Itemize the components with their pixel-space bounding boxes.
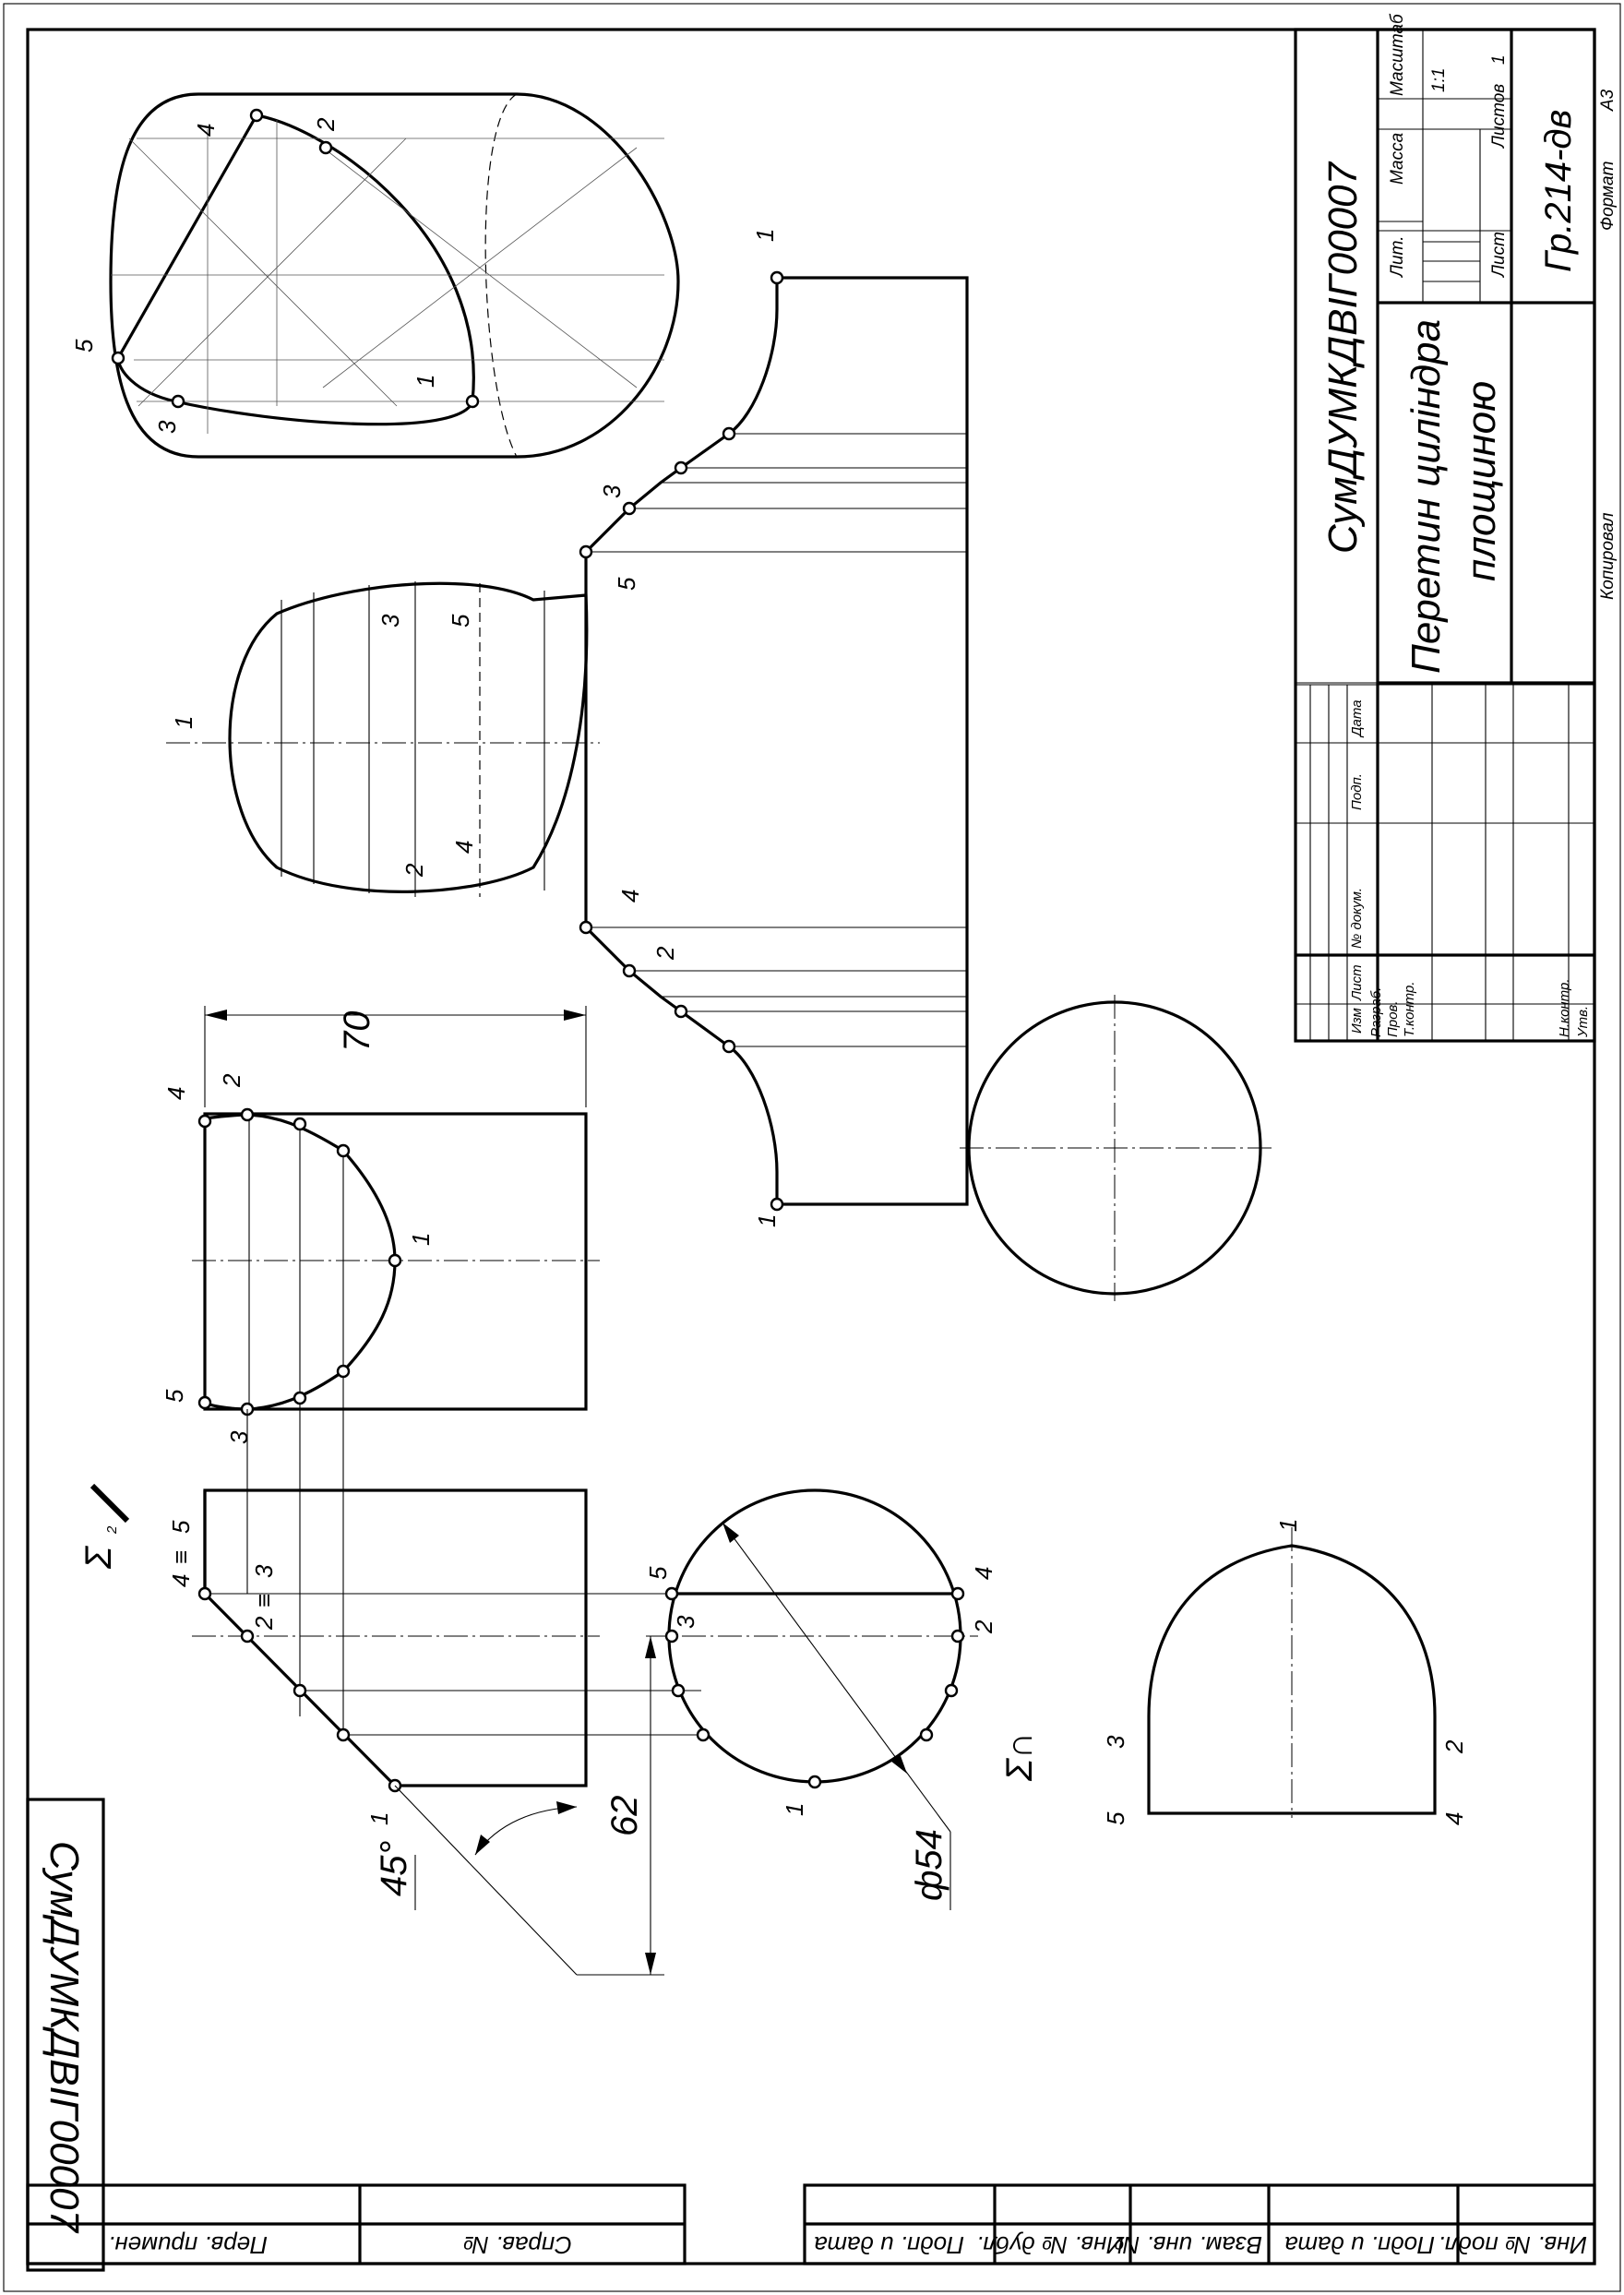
stamp-row-utv: Утв. xyxy=(1575,1005,1591,1037)
lists-header: Листов xyxy=(1489,83,1509,148)
top-label-3: 3 xyxy=(672,1615,699,1629)
front-point-45 xyxy=(199,1588,210,1599)
profile-view xyxy=(161,1006,600,1735)
profile-point-d xyxy=(294,1393,305,1404)
sigma-plane-label: Σ xyxy=(78,1547,119,1569)
cutting-plane-trace xyxy=(92,1486,127,1521)
iso-label-3: 3 xyxy=(153,420,181,434)
outline-label-4: 4 xyxy=(450,840,478,854)
shape-label-3: 3 xyxy=(1102,1735,1129,1749)
bottom-cell-perv: Перв. примен. xyxy=(108,2231,268,2259)
front-point-a xyxy=(294,1685,305,1696)
front-label-eq45: ≡ xyxy=(167,1549,195,1564)
front-label-eq23: ≡ xyxy=(250,1593,278,1608)
stamp-col-sign: Подп. xyxy=(1349,773,1365,810)
dev-point-1a xyxy=(771,272,782,283)
top-point-1 xyxy=(809,1776,820,1787)
front-label-3: 3 xyxy=(250,1564,278,1578)
top-label-2: 2 xyxy=(970,1620,997,1633)
stamp-col-doc: № докум. xyxy=(1349,887,1365,949)
drawing-title-line2: площиною xyxy=(1459,380,1504,581)
stamp-col-date: Дата xyxy=(1349,699,1365,736)
outline-label-3: 3 xyxy=(376,614,404,628)
scale-header: Масштаб xyxy=(1388,14,1407,96)
lists-value: 1 xyxy=(1489,54,1509,65)
profile-label-4: 4 xyxy=(162,1086,190,1100)
profile-label-5: 5 xyxy=(161,1389,188,1403)
development-view xyxy=(580,229,1273,1301)
front-label-4: 4 xyxy=(167,1573,195,1587)
top-point-4 xyxy=(952,1588,963,1599)
top-point-2 xyxy=(952,1631,963,1642)
top-point-c xyxy=(698,1729,709,1740)
title-block-text xyxy=(1320,13,1618,1038)
front-label-1: 1 xyxy=(365,1811,393,1825)
outline-label-1: 1 xyxy=(170,715,197,729)
profile-point-b xyxy=(338,1145,349,1156)
top-point-5 xyxy=(666,1588,677,1599)
top-point-d xyxy=(921,1729,932,1740)
top-view xyxy=(644,1490,997,1910)
top-point-b xyxy=(946,1685,957,1696)
doc-code: СумДУМКДВІГ00007 xyxy=(1320,162,1366,554)
bottom-cell-podl: Инв. № подл. xyxy=(1438,2231,1587,2259)
format-label: Формат xyxy=(1598,161,1618,231)
stamp-row-razrab: Разраб. xyxy=(1368,986,1384,1037)
profile-point-5 xyxy=(199,1397,210,1408)
dev-point-c xyxy=(675,1006,687,1017)
dev-point-d xyxy=(723,1041,734,1052)
stamp-row-nkontr: Н.контр. xyxy=(1557,978,1572,1037)
dev-point-3 xyxy=(624,503,635,514)
scale-value: 1:1 xyxy=(1429,67,1449,92)
profile-point-4 xyxy=(199,1116,210,1127)
iso-label-4: 4 xyxy=(192,123,220,137)
dim-diameter: ф54 xyxy=(909,1829,949,1901)
top-label-4: 4 xyxy=(970,1566,997,1580)
bottom-cell-podp2: Подп. и дата xyxy=(1284,2231,1435,2259)
isometric-view xyxy=(70,94,678,457)
shape-label-4: 4 xyxy=(1440,1811,1468,1825)
top-label-1: 1 xyxy=(781,1802,808,1816)
stamp-col-izm: Изм xyxy=(1349,1008,1365,1034)
dev-label-3: 3 xyxy=(598,484,626,498)
top-point-3 xyxy=(666,1631,677,1642)
front-point-b xyxy=(338,1729,349,1740)
front-view xyxy=(78,1409,701,1975)
group-code: Гр.214-дв xyxy=(1538,109,1579,272)
iso-label-2: 2 xyxy=(312,117,340,131)
drawing-title-line: Перетин циліндра xyxy=(1403,318,1449,674)
format-value: А3 xyxy=(1598,89,1618,111)
bottom-cell-podp1: Подп. и дата xyxy=(814,2231,964,2259)
dev-point-5 xyxy=(580,546,591,557)
front-label-5: 5 xyxy=(167,1520,195,1534)
list-header: Лист xyxy=(1489,232,1509,277)
section-outline-view xyxy=(166,581,600,897)
dev-point-4 xyxy=(580,922,591,933)
lit-header: Лит. xyxy=(1388,235,1407,277)
bottom-cell-vzam: Взам. инв. № xyxy=(1114,2231,1262,2259)
iso-point-3 xyxy=(173,396,184,407)
shape-label-2: 2 xyxy=(1440,1739,1468,1753)
profile-point-2 xyxy=(242,1109,253,1120)
stamp-row-tkontr: Т.контр. xyxy=(1402,981,1417,1037)
iso-label-1: 1 xyxy=(412,374,439,388)
dev-point-b xyxy=(675,462,687,473)
iso-point-1 xyxy=(467,396,478,407)
profile-point-a xyxy=(294,1118,305,1130)
profile-point-c xyxy=(338,1366,349,1377)
front-point-23 xyxy=(242,1631,253,1642)
stamp-col-list: Лист xyxy=(1349,964,1365,1000)
dev-point-2 xyxy=(624,965,635,976)
profile-label-1: 1 xyxy=(407,1232,435,1246)
dev-label-5: 5 xyxy=(613,577,640,591)
iso-point-2 xyxy=(320,142,331,153)
dim-angle: 45° xyxy=(374,1840,414,1896)
dim-height: 70 xyxy=(337,1010,377,1052)
profile-label-2: 2 xyxy=(218,1073,245,1087)
side-code-field xyxy=(28,1799,103,2270)
dev-label-4: 4 xyxy=(616,889,644,902)
dev-point-1b xyxy=(771,1199,782,1210)
dev-label-1a: 1 xyxy=(751,228,779,242)
front-label-2: 2 xyxy=(250,1616,278,1630)
true-shape-section xyxy=(999,1519,1468,1825)
outline-label-5: 5 xyxy=(447,614,474,628)
top-label-5: 5 xyxy=(644,1566,672,1580)
copied-label: Копировал xyxy=(1598,512,1618,600)
outline-label-2: 2 xyxy=(400,863,428,877)
iso-label-5: 5 xyxy=(70,339,98,353)
side-code: СумДУМКДВІГ00007 xyxy=(42,1841,87,2232)
bottom-cell-dubl: Инв. № дубл. xyxy=(976,2231,1124,2259)
iso-point-5 xyxy=(113,353,124,364)
iso-point-4 xyxy=(251,110,262,121)
sigma-section-label: Σ∩ xyxy=(999,1732,1040,1781)
mass-header: Масса xyxy=(1388,132,1407,185)
dev-label-1b: 1 xyxy=(753,1213,781,1227)
profile-label-3: 3 xyxy=(225,1430,253,1444)
bottom-cell-sprav: Справ. № xyxy=(462,2231,572,2259)
shape-label-5: 5 xyxy=(1102,1811,1129,1825)
sigma-plane-sub: 2 xyxy=(104,1525,120,1534)
stamp-row-prov: Пров. xyxy=(1385,1000,1401,1037)
shape-label-1: 1 xyxy=(1274,1518,1302,1532)
top-point-a xyxy=(673,1685,684,1696)
dev-label-2: 2 xyxy=(651,946,679,960)
bottom-strip xyxy=(28,2185,1594,2264)
dev-point-a xyxy=(723,428,734,439)
profile-point-1 xyxy=(389,1255,400,1266)
dim-length: 62 xyxy=(604,1795,645,1836)
